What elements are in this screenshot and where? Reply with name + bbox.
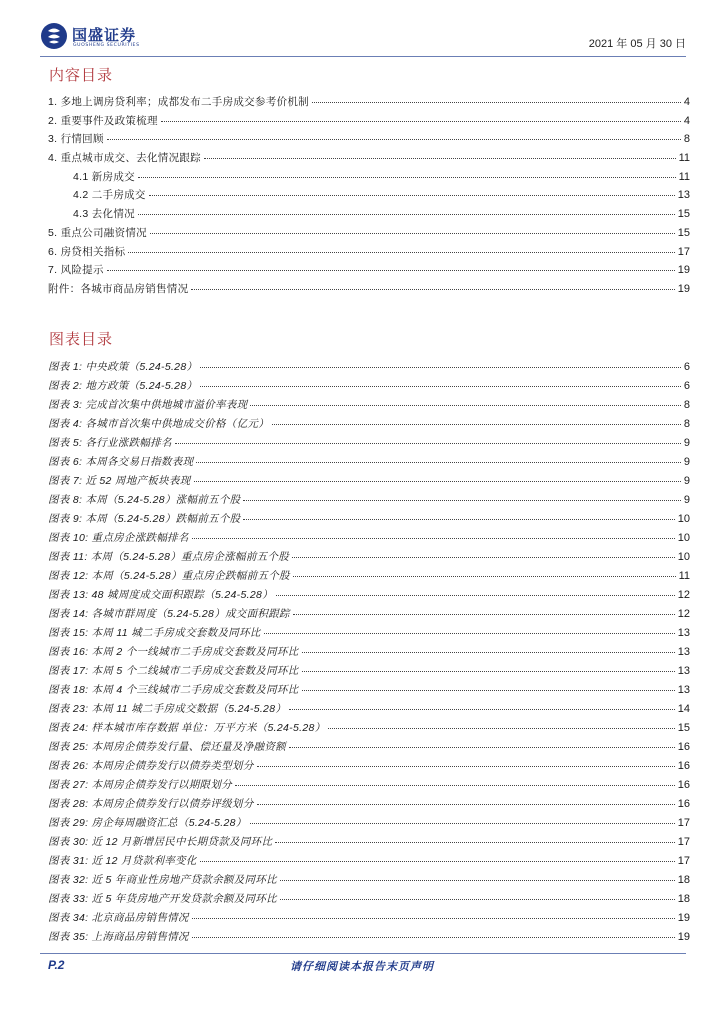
dot-leader	[107, 261, 675, 271]
figure-toc-entry[interactable]	[48, 834, 690, 853]
dot-leader	[312, 93, 681, 103]
toc-entry-label: 1. 多地上调房贷利率；成都发布二手房成交参考价机制	[48, 96, 309, 108]
figure-entry-page: 8	[683, 418, 690, 430]
figure-entry-page: 14	[677, 703, 690, 715]
figure-toc-entry[interactable]	[48, 777, 690, 796]
figure-entry-page: 9	[683, 437, 690, 449]
toc-entry[interactable]	[48, 150, 690, 169]
figure-entry-label: 图表 9: 本周（5.24-5.28）跌幅前五个股	[48, 513, 241, 525]
dot-leader	[149, 186, 675, 196]
figure-entry-page: 8	[683, 399, 690, 411]
dot-leader	[280, 890, 675, 900]
toc-entry-page: 11	[678, 152, 690, 165]
dot-leader	[138, 205, 675, 215]
dot-leader	[289, 738, 675, 748]
figure-toc-entry[interactable]	[48, 720, 690, 739]
dot-leader	[192, 909, 675, 919]
dot-leader	[276, 586, 675, 596]
figures-list	[48, 359, 690, 948]
toc-entry-page: 8	[683, 133, 690, 146]
dot-leader	[302, 643, 675, 653]
figure-entry-label: 图表 26: 本周房企债券发行以债券类型划分	[48, 760, 254, 772]
toc-entry-label: 4. 重点城市成交、去化情况跟踪	[48, 152, 201, 165]
dot-leader	[243, 491, 680, 501]
toc-entry-label: 3. 行情回顾	[48, 133, 104, 146]
figure-entry-label: 图表 25: 本周房企债券发行量、偿还量及净融资额	[48, 741, 286, 753]
footer-divider	[40, 953, 686, 954]
figure-toc-entry[interactable]	[48, 891, 690, 910]
figure-entry-label: 图表 18: 本周 4 个三线城市二手房成交套数及同环比	[48, 684, 299, 696]
figure-toc-entry[interactable]	[48, 416, 690, 435]
figure-toc-entry[interactable]	[48, 796, 690, 815]
toc-entry-page: 17	[677, 245, 690, 258]
dot-leader	[280, 871, 675, 881]
toc-entry[interactable]	[48, 187, 690, 206]
dot-leader	[200, 852, 675, 862]
figure-toc-entry[interactable]	[48, 872, 690, 891]
toc-entry-label: 4.3 去化情况	[73, 208, 135, 221]
figure-entry-page: 13	[677, 665, 690, 677]
figure-toc-entry[interactable]	[48, 530, 690, 549]
toc-entry-label: 7. 风险提示	[48, 264, 104, 277]
brand-logo	[40, 22, 180, 54]
toc-entry-page: 4	[683, 96, 690, 108]
figure-entry-page: 12	[677, 589, 690, 601]
dot-leader	[192, 928, 675, 938]
figure-entry-page: 17	[677, 855, 690, 867]
toc-entry-page: 19	[677, 264, 690, 277]
dot-leader	[292, 548, 675, 558]
figure-entry-page: 19	[677, 912, 690, 924]
figure-toc-entry[interactable]	[48, 397, 690, 416]
dot-leader	[302, 681, 675, 691]
figure-entry-label: 图表 7: 近 52 周地产板块表现	[48, 475, 191, 487]
toc-entry-page: 15	[677, 208, 690, 221]
dot-leader	[272, 415, 681, 425]
dot-leader	[328, 719, 674, 729]
figure-entry-page: 16	[677, 779, 690, 791]
figure-entry-page: 18	[677, 893, 690, 905]
dot-leader	[302, 662, 675, 672]
toc-entry[interactable]	[48, 225, 690, 244]
figure-toc-entry[interactable]	[48, 815, 690, 834]
figure-entry-page: 15	[677, 722, 690, 734]
toc-entry[interactable]	[48, 262, 690, 281]
toc-entry[interactable]	[48, 281, 690, 300]
dot-leader	[250, 396, 680, 406]
figure-entry-page: 11	[678, 570, 690, 582]
figure-entry-page: 9	[683, 475, 690, 487]
figure-entry-label: 图表 4: 各城市首次集中供地成交价格（亿元）	[48, 418, 269, 430]
figure-entry-label: 图表 17: 本周 5 个二线城市二手房成交套数及同环比	[48, 665, 299, 677]
brand-name: 国盛证券	[72, 26, 137, 44]
brand-subtitle: GUOSHENG SECURITIES	[73, 43, 140, 48]
figure-toc-entry[interactable]	[48, 359, 690, 378]
figure-entry-label: 图表 1: 中央政策（5.24-5.28）	[48, 361, 198, 373]
dot-leader	[138, 168, 676, 178]
dot-leader	[275, 833, 675, 843]
dot-leader	[235, 776, 675, 786]
figure-entry-page: 13	[677, 627, 690, 639]
toc-entry[interactable]	[48, 131, 690, 150]
figure-entry-label: 图表 3: 完成首次集中供地城市溢价率表现	[48, 399, 248, 411]
dot-leader	[150, 224, 675, 234]
toc-entry[interactable]	[48, 113, 690, 132]
dot-leader	[200, 358, 681, 368]
toc-entry-page: 13	[677, 189, 690, 202]
figure-toc-entry[interactable]	[48, 625, 690, 644]
figure-entry-label: 图表 10: 重点房企涨跌幅排名	[48, 532, 189, 544]
figure-entry-label: 图表 24: 样本城市库存数据 单位：万平方米（5.24-5.28）	[48, 722, 326, 734]
toc-entry[interactable]	[48, 206, 690, 225]
figure-entry-page: 9	[683, 456, 690, 468]
figure-entry-page: 19	[677, 931, 690, 943]
toc-entry-page: 15	[677, 226, 690, 239]
figure-entry-label: 图表 23: 本周 11 城二手房成交数据（5.24-5.28）	[48, 703, 287, 715]
figure-entry-label: 图表 8: 本周（5.24-5.28）涨幅前五个股	[48, 494, 241, 506]
figure-entry-label: 图表 30: 近 12 月新增居民中长期贷款及同环比	[48, 836, 273, 848]
dot-leader	[243, 510, 674, 520]
toc-entry-page: 11	[678, 170, 690, 183]
figure-entry-page: 18	[677, 874, 690, 886]
figure-toc-entry[interactable]	[48, 568, 690, 587]
figure-toc-entry[interactable]	[48, 511, 690, 530]
brand-logo-icon	[40, 22, 68, 50]
figure-entry-label: 图表 16: 本周 2 个一线城市二手房成交套数及同环比	[48, 646, 299, 658]
dot-leader	[128, 243, 674, 253]
figure-entry-label: 图表 27: 本周房企债券发行以期限划分	[48, 779, 232, 791]
figure-toc-entry[interactable]	[48, 682, 690, 701]
dot-leader	[194, 472, 681, 482]
figure-entry-page: 10	[677, 532, 690, 544]
figure-toc-entry[interactable]	[48, 910, 690, 929]
dot-leader	[191, 280, 674, 290]
dot-leader	[204, 149, 676, 159]
toc-entry-page: 4	[683, 114, 690, 127]
figure-entry-page: 16	[677, 741, 690, 753]
figure-entry-label: 图表 34: 北京商品房销售情况	[48, 912, 189, 924]
dot-leader	[250, 814, 675, 824]
dot-leader	[175, 434, 681, 444]
contents-list	[48, 94, 690, 300]
figure-entry-page: 13	[677, 684, 690, 696]
figure-entry-page: 17	[677, 836, 690, 848]
toc-entry-label: 6. 房贷相关指标	[48, 245, 126, 258]
dot-leader	[257, 795, 675, 805]
toc-entry-label: 附件：各城市商品房销售情况	[48, 282, 189, 295]
figure-toc-entry[interactable]	[48, 758, 690, 777]
figure-entry-label: 图表 14: 各城市群周度（5.24-5.28）成交面积跟踪	[48, 608, 290, 620]
figure-entry-label: 图表 11: 本周（5.24-5.28）重点房企涨幅前五个股	[48, 551, 290, 563]
dot-leader	[289, 700, 675, 710]
figure-entry-label: 图表 28: 本周房企债券发行以债券评级划分	[48, 798, 254, 810]
figure-entry-label: 图表 5: 各行业涨跌幅排名	[48, 437, 172, 449]
figure-entry-label: 图表 33: 近 5 年货房地产开发贷款余额及同环比	[48, 893, 277, 905]
contents-title: 内容目录	[49, 66, 114, 84]
figure-entry-page: 12	[677, 608, 690, 620]
figure-entry-page: 16	[677, 798, 690, 810]
figure-entry-page: 17	[677, 817, 690, 829]
figure-toc-entry[interactable]	[48, 492, 690, 511]
toc-entry[interactable]	[48, 169, 690, 188]
figure-entry-label: 图表 13: 48 城周度成交面积跟踪（5.24-5.28）	[48, 589, 273, 601]
dot-leader	[200, 377, 681, 387]
figure-entry-page: 16	[677, 760, 690, 772]
figure-toc-entry[interactable]	[48, 454, 690, 473]
dot-leader	[257, 757, 675, 767]
figure-entry-page: 6	[683, 361, 690, 373]
figure-toc-entry[interactable]	[48, 606, 690, 625]
figure-entry-label: 图表 29: 房企每周融资汇总（5.24-5.28）	[48, 817, 247, 829]
toc-entry-label: 4.1 新房成交	[73, 170, 135, 183]
toc-entry-page: 19	[677, 282, 690, 295]
footer-disclaimer: 请仔细阅读本报告末页声明	[290, 960, 434, 973]
figure-toc-entry[interactable]	[48, 435, 690, 454]
figure-entry-label: 图表 2: 地方政策（5.24-5.28）	[48, 380, 198, 392]
figure-entry-page: 9	[683, 494, 690, 506]
figures-title: 图表目录	[49, 330, 114, 348]
figure-toc-entry[interactable]	[48, 587, 690, 606]
toc-entry[interactable]	[48, 244, 690, 263]
figure-entry-label: 图表 6: 本周各交易日指数表现	[48, 456, 194, 468]
dot-leader	[107, 130, 681, 140]
figure-toc-entry[interactable]	[48, 663, 690, 682]
page-number: P.2	[48, 958, 65, 972]
figure-entry-page: 13	[677, 646, 690, 658]
dot-leader	[161, 112, 681, 122]
figure-toc-entry[interactable]	[48, 549, 690, 568]
figure-toc-entry[interactable]	[48, 853, 690, 872]
page-header	[40, 22, 686, 56]
dot-leader	[264, 624, 675, 634]
figure-toc-entry[interactable]	[48, 739, 690, 758]
figure-entry-page: 10	[677, 551, 690, 563]
figure-toc-entry[interactable]	[48, 378, 690, 397]
figure-entry-label: 图表 31: 近 12 月贷款利率变化	[48, 855, 197, 867]
toc-entry-label: 4.2 二手房成交	[73, 189, 146, 202]
dot-leader	[293, 567, 676, 577]
figure-entry-label: 图表 35: 上海商品房销售情况	[48, 931, 189, 943]
figure-entry-label: 图表 32: 近 5 年商业性房地产贷款余额及同环比	[48, 874, 277, 886]
figure-entry-page: 10	[677, 513, 690, 525]
figure-toc-entry[interactable]	[48, 701, 690, 720]
header-divider	[40, 56, 686, 57]
figure-toc-entry[interactable]	[48, 929, 690, 948]
figure-toc-entry[interactable]	[48, 644, 690, 663]
figure-entry-label: 图表 15: 本周 11 城二手房成交套数及同环比	[48, 627, 261, 639]
toc-entry-label: 2. 重要事件及政策梳理	[48, 114, 158, 127]
dot-leader	[196, 453, 680, 463]
dot-leader	[293, 605, 675, 615]
figure-entry-page: 6	[683, 380, 690, 392]
toc-entry[interactable]	[48, 94, 690, 113]
dot-leader	[192, 529, 675, 539]
figure-toc-entry[interactable]	[48, 473, 690, 492]
figure-entry-label: 图表 12: 本周（5.24-5.28）重点房企跌幅前五个股	[48, 570, 290, 582]
toc-entry-label: 5. 重点公司融资情况	[48, 226, 147, 239]
report-date: 2021 年 05 月 30 日	[588, 38, 686, 50]
